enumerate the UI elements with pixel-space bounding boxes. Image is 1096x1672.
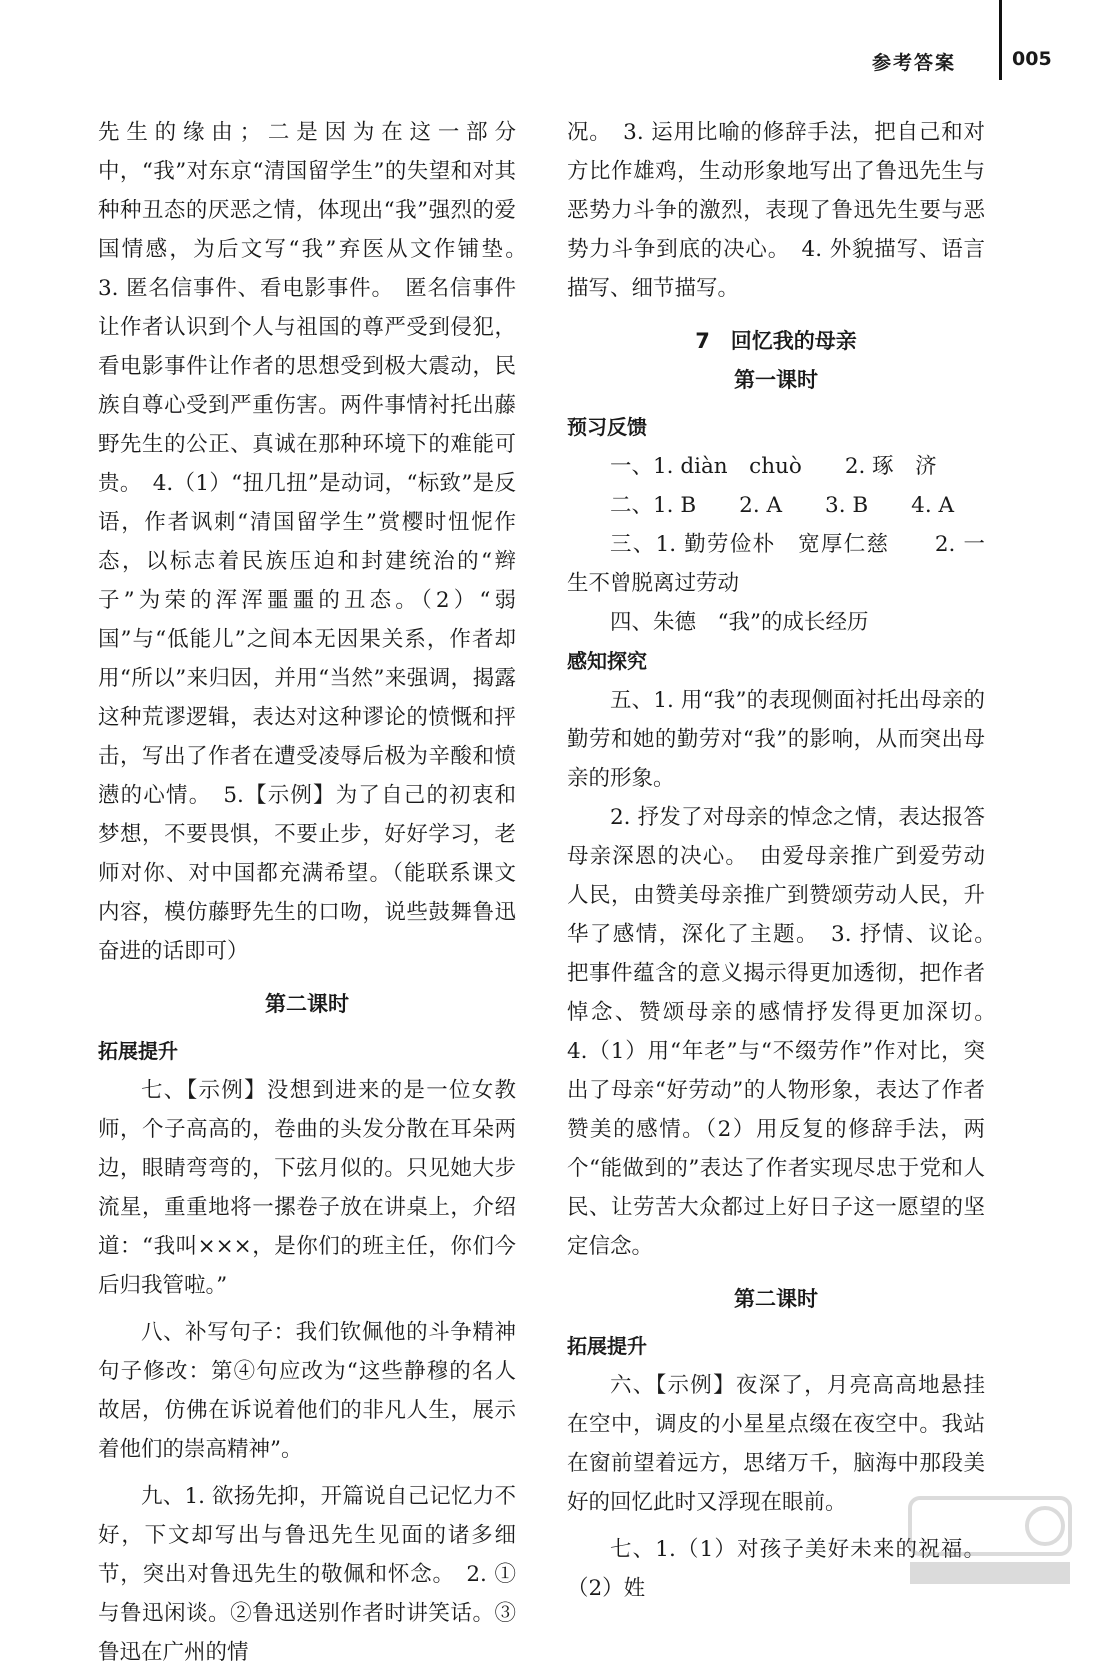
paragraph: 2. 抒发了对母亲的悼念之情，表达报答母亲深恩的决心。 由爱母亲推广到爱劳动人民，由赞美母亲推广到赞颂劳动人民，升华了感情，深化了主题。 3. 抒情、议论。 把事件蕴含的意义揭示得更加透彻，把作者悼念、赞颂母亲的感情抒发得更加深切。 4.（1）用“年老”与“不缀劳作”作对比，突出了母亲“好劳动”的人物形象，表达了作者赞美的感情。（2）用反复的修辞手法，两个“能做到的”表达了作者实现尽忠于党和人民、让劳苦大众都过上好日子这一愿望的坚定信念。	[567, 805, 1007, 1259]
paragraph: 六、【示例】夜深了，月亮高高地悬挂在空中，调皮的小星星点缀在夜空中。我站在窗前望着远方，思绪万千，脑海中那段美好的回忆此时又浮现在眼前。	[567, 1373, 985, 1515]
section-heading: 预习反馈	[567, 415, 647, 439]
paragraph: 先生的缘由；二是因为在这一部分中，“我”对东京“清国留学生”的失望和对其种种丑态的厌恶之情，体现出“我”强烈的爱国情感，为后文写“我”弃医从文作铺垫。 3. 匿名信事件、看电影事件。 匿名信事件让作者认识到个人与祖国的尊严受到侵犯，看电影事件让作者的思想受到极大震动，民族自尊心受到严重伤害。两件事情衬托出藤野先生的公正、真诚在那种环境下的难能可贵。 4.（1）“扭几扭”是动词，“标致”是反语，作者讽刺“清国留学生”赏樱时忸怩作态，以标志着民族压迫和封建统治的“辫子”为荣的浑浑噩噩的丑态。（2）“弱国”与“低能儿”之间本无因果关系，作者却用“所以”来归因，并用“当然”来强调，揭露这种荒谬逻辑，表达对这种谬论的愤慨和抨击，写出了作者在遭受凌辱后极为辛酸和愤懑的心情。 5.【示例】为了自己的初衷和梦想，不要畏惧，不要止步，好好学习，老师对你、对中国都充满希望。（能联系课文内容，模仿藤野先生的口吻，说些鼓舞鲁迅奋进的话即可）	[98, 120, 538, 964]
right-column	[567, 113, 1007, 1608]
lesson-title: 7 回忆我的母亲	[695, 329, 857, 353]
paragraph: 七、1.（1）对孩子美好未来的祝福。（2）姓	[567, 1537, 985, 1601]
watermark-logo	[900, 1490, 1080, 1590]
left-column	[98, 113, 538, 1672]
answer-line: 一、1. diàn chuò 2. 琢 济	[610, 454, 937, 479]
lesson-heading: 第二课时	[265, 992, 349, 1016]
section-heading: 拓展提升	[567, 1334, 647, 1358]
answer-line: 三、1. 勤劳俭朴 宽厚仁慈 2. 一生不曾脱离过劳动	[567, 532, 985, 596]
answer-line: 四、朱德 “我”的成长经历	[610, 610, 869, 635]
section-heading: 感知探究	[567, 649, 647, 673]
paragraph: 八、补写句子：我们钦佩他的斗争精神 句子修改：第④句应改为“这些静穆的名人故居，仿佛在诉说着他们的非凡人生，展示着他们的崇高精神”。	[98, 1320, 538, 1462]
header-title: 参考答案	[872, 52, 957, 74]
paragraph: 况。 3. 运用比喻的修辞手法，把自己和对方比作雄鸡，生动形象地写出了鲁迅先生与恶势力斗争的激烈，表现了鲁迅先生要与恶势力斗争到底的决心。 4. 外貌描写、语言描写、细节描写。	[567, 120, 985, 301]
paragraph: 五、1. 用“我”的表现侧面衬托出母亲的勤劳和她的勤劳对“我”的影响，从而突出母亲的形象。	[567, 688, 985, 791]
page-number: 005	[1012, 48, 1052, 70]
lesson-heading: 第二课时	[734, 1287, 818, 1311]
lesson-heading: 第一课时	[734, 368, 818, 392]
header-divider	[999, 0, 1002, 80]
paragraph: 七、【示例】没想到进来的是一位女教师，个子高高的，卷曲的头发分散在耳朵两边，眼睛弯弯的，下弦月似的。只见她大步流星，重重地将一摞卷子放在讲桌上，介绍道：“我叫×××，是你们的班主任，你们今后归我管啦。”	[98, 1078, 516, 1298]
paragraph: 九、1. 欲扬先抑，开篇说自己记忆力不好，下文却写出与鲁迅先生见面的诸多细节，突出对鲁迅先生的敬佩和怀念。 2. ①与鲁迅闲谈。②鲁迅送别作者时讲笑话。③鲁迅在广州的情	[98, 1484, 516, 1665]
answer-line: 二、1. B 2. A 3. B 4. A	[610, 493, 955, 518]
section-heading: 拓展提升	[98, 1039, 178, 1063]
